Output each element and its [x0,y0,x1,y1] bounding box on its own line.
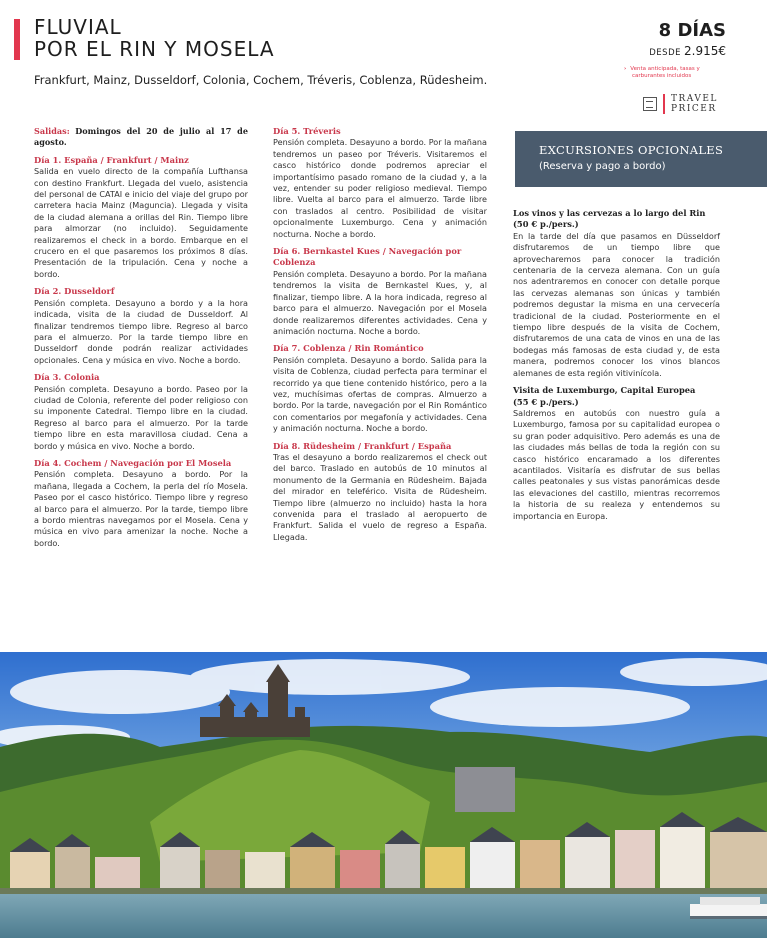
day-block [34,155,248,280]
chevron-right-icon: › [624,66,627,72]
day-title: Día 6. Bernkastel Kues / Navegación por Coblenza [273,246,462,268]
salidas-paragraph [34,126,248,149]
price-block [649,44,726,58]
excursions-title: EXCURSIONES OPCIONALES [539,143,724,157]
day-title: Día 8. Rüdesheim / Frankfurt / España [273,440,452,451]
title-accent-bar [14,19,20,60]
river-water [0,894,767,938]
day-text: Pensión completa. Desayuno a bordo. Por la mañana, llegada a Cochem, la perla del río Mosela. Paseo por el casco histórico. Tiempo libre y regreso al barco para el almuerzo. Por la tarde, tiempo libre a bordo mientras navegamos por el Mosela. Cena y música en vivo para amenizar la noche. Noche a bordo. [34,469,248,548]
day-block [273,246,487,337]
day-text: Pensión completa. Desayuno a bordo. Por la mañana tendremos un paseo por Tréveris. Visitaremos el casco histórico donde podremos apreciar el importantísimo pasado romano de la ciudad y, a la vez, entender su poder religioso medieval. Tiempo libre. Vuelta al barco para el almuerzo. Tarde libre con traslados al centro. Posibilidad de visitar opcionalmente Luxemburgo. Cena y animación nocturna. Noche a bordo. [273,137,487,239]
excursion-block [513,385,720,522]
day-title: Día 7. Coblenza / Rin Romántico [273,343,424,354]
day-text: Pensión completa. Desayuno a bordo. Salida para la visita de Coblenza, ciudad perfecta para terminar el recorrido ya que tiene contenido histórico, pero a la vez, muchísimas ofertas de compras. Almuerzo a bordo. Por la tarde, navegación por el Rin Romántico con comentarios por megafonía y actividades. Cena y animación nocturna. Noche a bordo. [273,354,487,434]
title-line-2: POR EL RIN Y MOSELA [34,37,275,61]
excursion-price: (50 € p./pers.) [513,219,579,230]
day-text: Pensión completa. Desayuno a bordo y a la hora indicada, visita de la ciudad de Dusseldorf. Al finalizar tendremos tiempo libre. Regreso al barco para el almuerzo. Por la tarde tiempo libre en Dusseldorf donde podrán realizar actividades opcionales. Cena y música en vivo. Noche a bordo. [34,297,248,365]
logo-text [671,94,718,114]
excursion-text: En la tarde del día que pasamos en Düsseldorf disfrutaremos de un tiempo libre que aprovecharemos para conocer la tradición centenaria de la cerveza alemana. Con un guía nos adentraremos en conocer con detalle porque las cervezas alemanas son únicas y también podremos degustar la misma en una cervecería tradicional de la ciudad. Posteriormente en el tiempo libre después de la visita de Cochem, disfrutaremos de una cata de vinos en una de las bodegas más famosas de esta ciudad y, de esta manera, podremos conocer los vinos blancos alemanes de esta región vitivinícola. [513,230,720,378]
excursions-column [513,208,720,528]
itinerary-column-1 [34,126,248,555]
price-note-line-2: carburantes incluidos [632,73,692,79]
excursion-text: Saldremos en autobús con nuestro guía a Luxemburgo, famosa por su capitalidad europea o su gran poder adquisitivo. Pero además es una de las ciudades más bellas de toda la región con su casco histórico encaramado a los diferentes acantilados. Visitaría es disfrutar de sus bellas calles peatonales y sus vistas panorámicas desde las elevaciones del castillo, mientras recorremos la historia de su realeza y entendemos su importancia en Europa. [513,407,720,521]
cochem-castle-photo [0,652,767,938]
day-title: Día 5. Tréveris [273,126,341,136]
excursions-subtitle: (Reserva y pago a bordo) [539,161,666,172]
cities-list: Frankfurt, Mainz, Dusseldorf, Colonia, Cochem, Tréveris, Coblenza, Rüdesheim. [34,73,488,87]
price-value: 2.915€ [684,44,726,58]
excursion-block [513,208,720,379]
price-label: DESDE [649,48,681,58]
cruise-ship [690,897,767,919]
excursion-price: (55 € p./pers.) [513,396,579,407]
day-text: Salida en vuelo directo de la compañía Lufthansa con destino Frankfurt. Llegada del vuelo, asistencia del personal de CATAI e inicio del viaje del grupo por carretera hacia Mainz (Maguncia). Llegada y visita de la ciudad alemana a orillas del Rin. Tiempo libre para almorzar (no incluido). Seguidamente realizaremos el check in a bordo. Embarque en el crucero en el que pasaremos los próximos 8 días. Presentación de la tripulación. Cena y noche a bordo. [34,166,248,279]
travel-pricer-logo [643,93,727,115]
day-text: Pensión completa. Desayuno a bordo. Por la mañana tendremos la visita de Bernkastel Kues, y, al finalizar, tiempo libre. A la hora indicada, regreso al barco para el almuerzo. Navegación por el Mosela donde realizaremos diferentes actividades. Cena y animación nocturna. Noche a bordo. [273,268,487,336]
excursion-title: Visita de Luxemburgo, Capital Europea [513,385,696,396]
duration-days: 8 DÍAS [658,20,726,41]
price-note [624,66,734,80]
logo-line-2: PRICER [671,104,717,114]
logo-line-1: TRAVEL [671,94,718,104]
day-block [273,343,487,434]
excursions-header-box [515,131,767,187]
riverbank [0,888,767,894]
salidas-label: Salidas: [34,126,70,136]
page-title [34,16,275,60]
day-block [273,441,487,544]
day-title: Día 1. España / Frankfurt / Mainz [34,154,189,165]
salidas-text: Domingos del 20 de julio al 17 de agosto. [34,126,248,148]
day-block [34,372,248,452]
day-text: Tras el desayuno a bordo realizaremos el check out del barco. Traslado en autobús de 10 minutos al monumento de la Germania en Rüdesheim. Bajada del mirador en teleférico. Visita de Rüdesheim. Tiempo libre (almuerzo no incluido) hasta la hora convenida para el traslado al aeropuerto de Frankfurt. Salida el vuelo de regreso a España. Llegada. [273,451,487,542]
price-note-line-1: Venta anticipada, tasas y [630,66,700,72]
itinerary-column-2 [273,126,487,549]
excursion-title: Los vinos y las cervezas a lo largo del Rin [513,208,706,218]
day-title: Día 4. Cochem / Navegación por El Mosela [34,457,232,468]
day-block [34,458,248,549]
logo-divider [663,94,665,114]
day-title: Día 2. Dusseldorf [34,286,115,297]
title-line-1: FLUVIAL [34,15,122,39]
day-block [273,126,487,240]
calculator-icon [643,97,657,111]
day-block [34,286,248,366]
day-title: Día 3. Colonia [34,372,100,383]
day-text: Pensión completa. Desayuno a bordo. Paseo por la ciudad de Colonia, referente del poder religioso con su imponente Catedral. Tiempo libre en la ciudad. Regreso al barco para el almuerzo. Por la tarde tiempo libre en esta maravillosa ciudad. Cena a bordo y música en vivo. Noche a bordo. [34,383,248,451]
